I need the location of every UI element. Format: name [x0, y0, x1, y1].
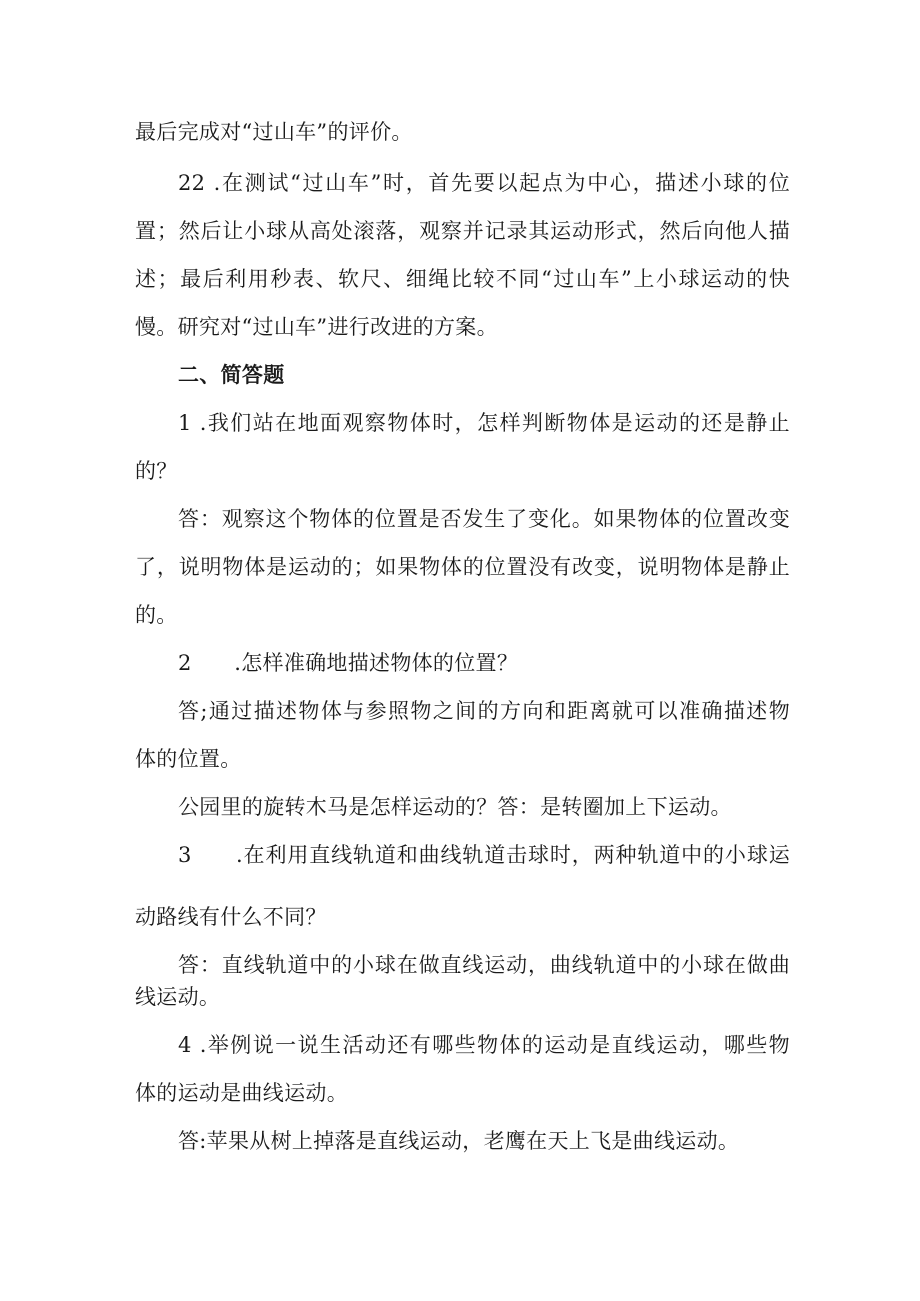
question-3-line: 3 .在利用直线轨道和曲线轨道击球时，两种轨道中的小球运	[178, 843, 790, 867]
paragraph-line: 最后完成对“过山车”的评价。	[135, 120, 413, 144]
answer-2-line: 答;通过描述物体与参照物之间的方向和距离就可以准确描述物	[178, 699, 790, 723]
paragraph-line: 体的位置。	[135, 747, 242, 771]
paragraph-line: 置；然后让小球从高处滚落，观察并记录其运动形式，然后向他人描	[135, 219, 790, 243]
answer-4-line: 答:苹果从树上掉落是直线运动，老鹰在天上飞是曲线运动。	[178, 1129, 740, 1153]
question-answer-line: 公园里的旋转木马是怎样运动的？答：是转圈加上下运动。	[178, 795, 732, 819]
paragraph-line: 线运动。	[135, 985, 221, 1009]
answer-3-line: 答：直线轨道中的小球在做直线运动，曲线轨道中的小球在做曲	[178, 953, 790, 977]
question-22-line: 22 .在测试“过山车”时，首先要以起点为中心，描述小球的位	[178, 171, 790, 195]
paragraph-line: 了，说明物体是运动的；如果物体的位置没有改变，说明物体是静止	[135, 555, 790, 579]
paragraph-line: 述；最后利用秒表、软尺、细绳比较不同“过山车”上小球运动的快	[135, 267, 790, 291]
paragraph-line: 体的运动是曲线运动。	[135, 1081, 348, 1105]
paragraph-line: 的。	[135, 603, 178, 627]
paragraph-line: 慢。研究对“过山车”进行改进的方案。	[135, 315, 498, 339]
question-1-line: 1 .我们站在地面观察物体时，怎样判断物体是运动的还是静止	[178, 411, 790, 435]
question-4-line: 4 .举例说一说生活动还有哪些物体的运动是直线运动，哪些物	[178, 1033, 790, 1057]
question-2-line: 2 .怎样准确地描述物体的位置？	[178, 651, 519, 675]
paragraph-line: 的？	[135, 459, 178, 483]
paragraph-line: 动路线有什么不同？	[135, 905, 327, 929]
section-heading: 二、简答题	[178, 362, 285, 387]
answer-1-line: 答：观察这个物体的位置是否发生了变化。如果物体的位置改变	[178, 507, 790, 531]
